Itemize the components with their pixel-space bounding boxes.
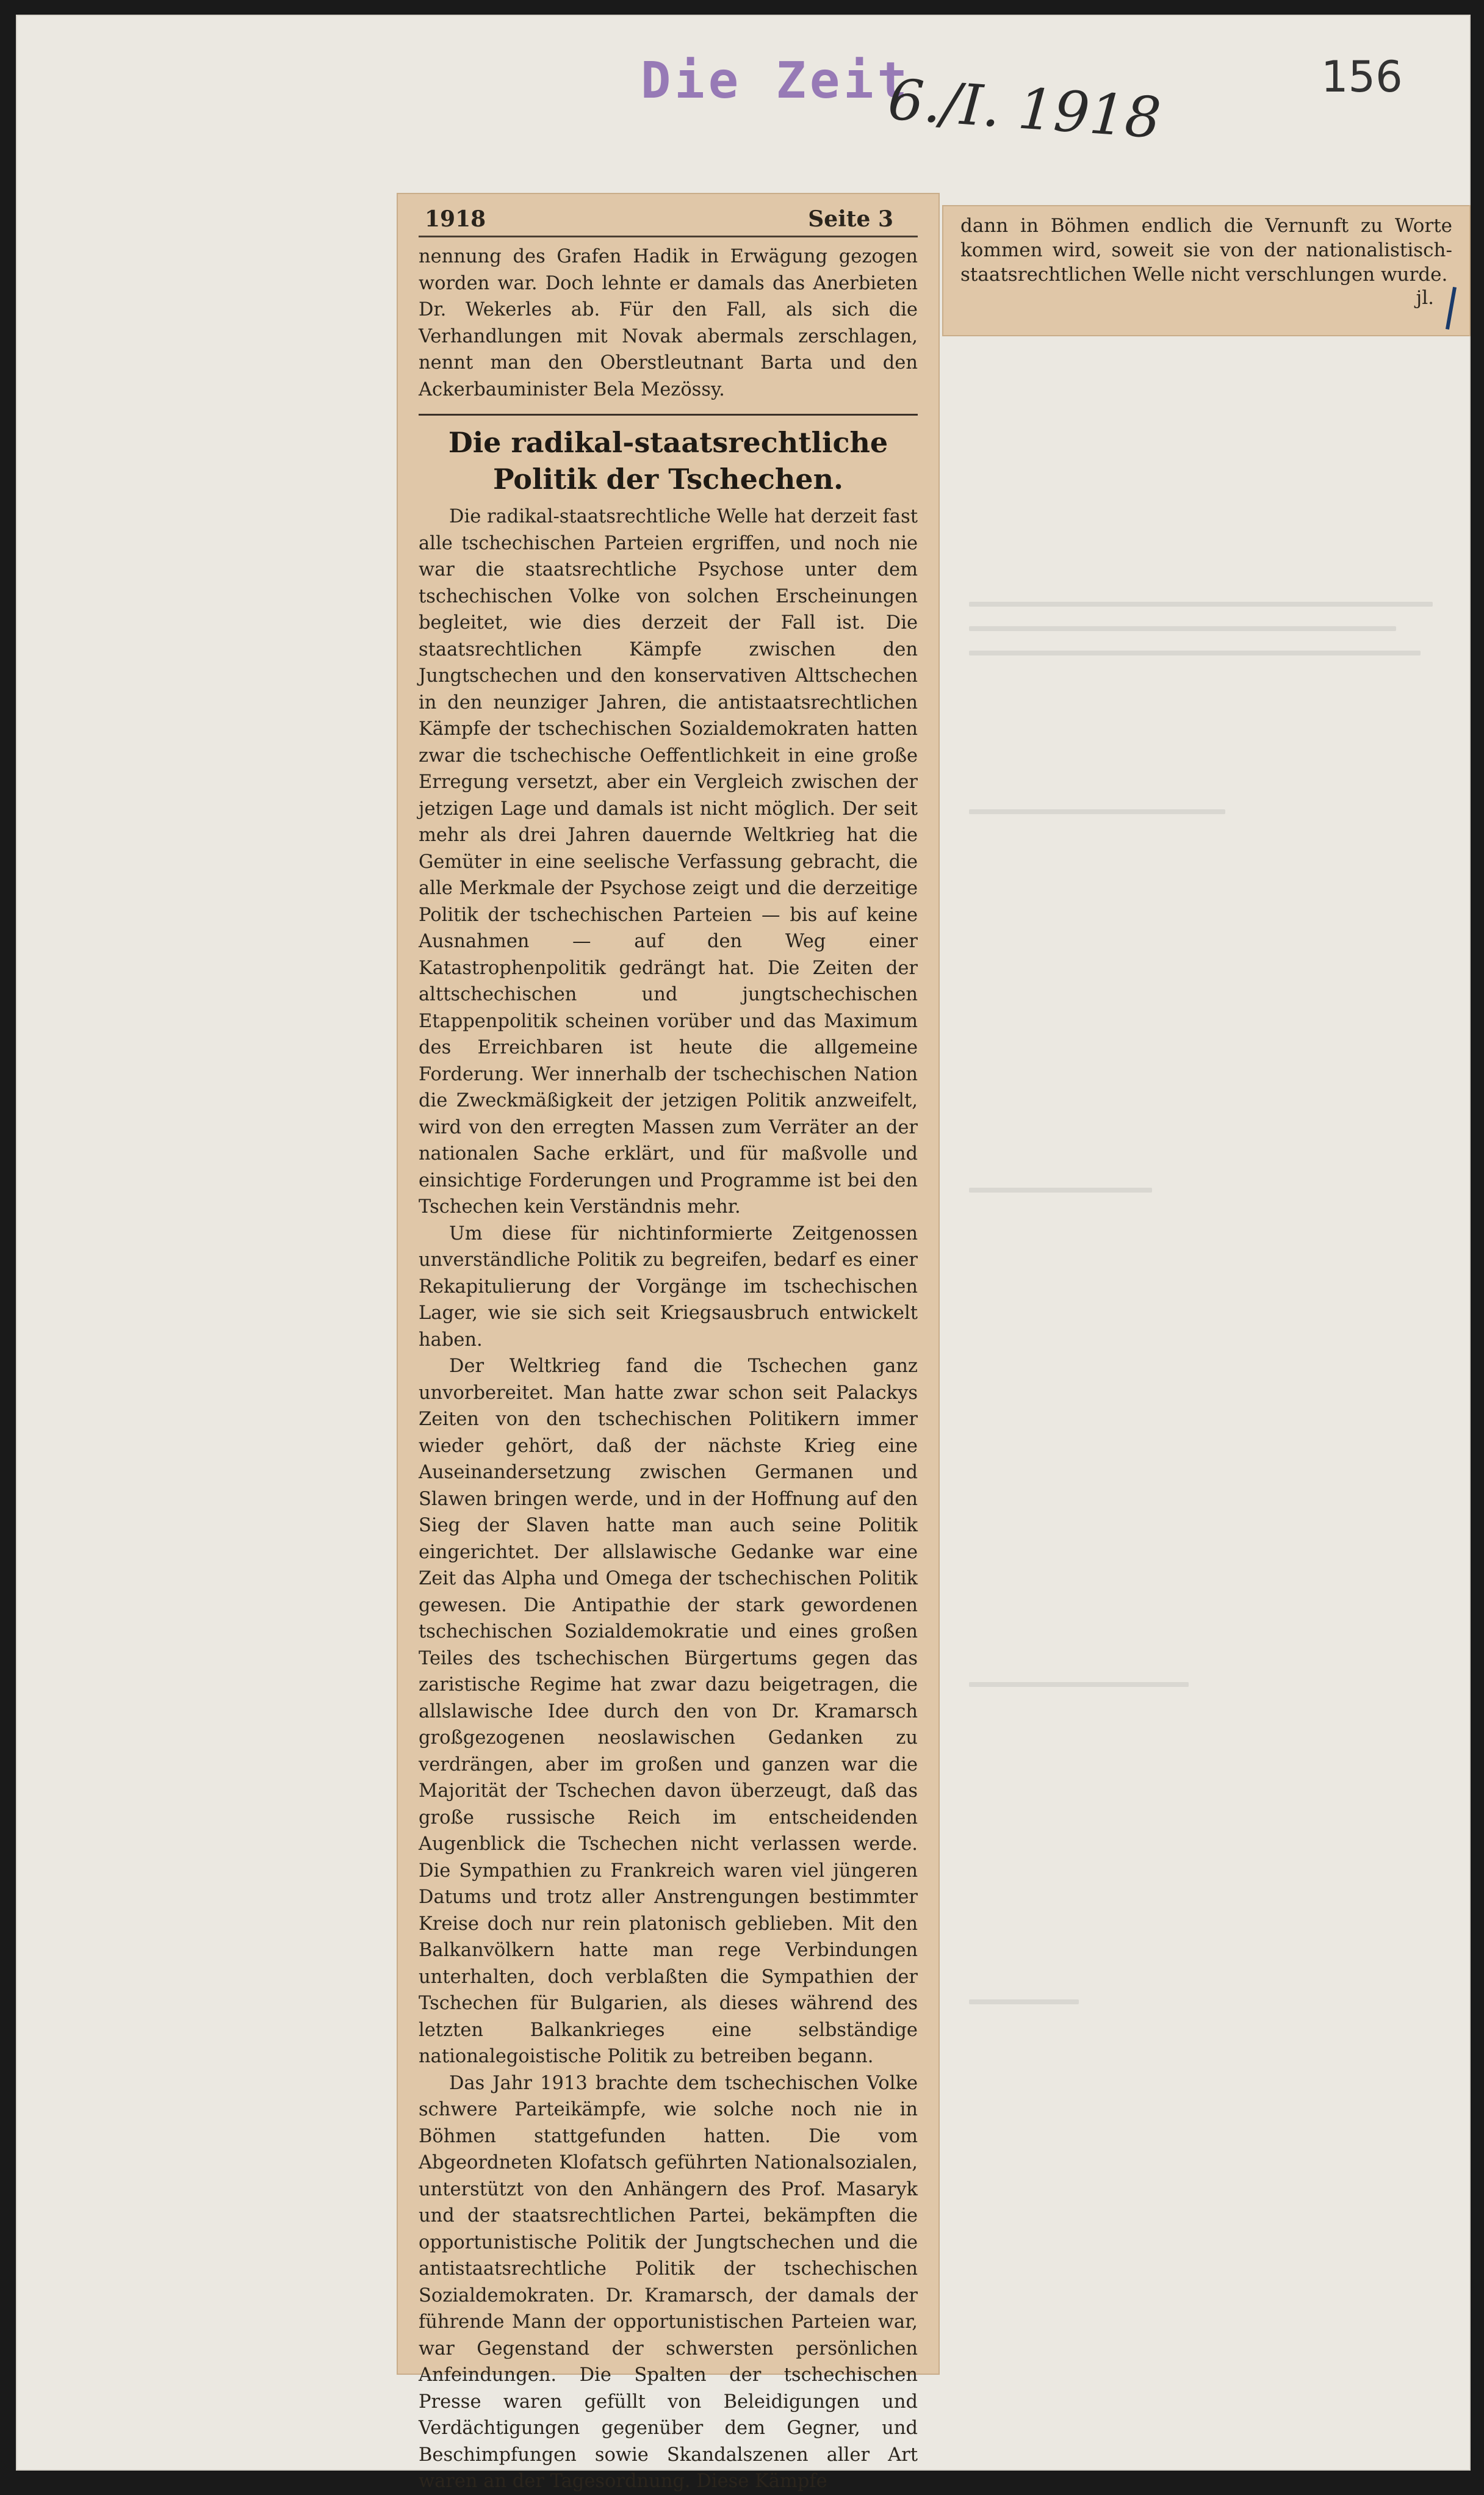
bleed-through-line: [969, 651, 1421, 655]
running-head: [419, 206, 918, 237]
running-head-year: 1918: [425, 206, 486, 232]
bleed-through-line: [969, 809, 1225, 814]
bleed-through-line: [969, 1682, 1189, 1687]
article-headline: Die radikal-staatsrechtliche Politik der Tschechen.: [448, 426, 888, 496]
intro-paragraph: nennung des Grafen Hadik in Erwägung gezogen worden war. Doch lehnte er damals das Anerbieten Dr. Wekerles ab. Für den Fall, als sich die Verhandlungen mit Novak abermals zerschlagen, nennt man den Oberstleutnant Barta und den Ackerbauminister Bela Mezössy.: [419, 246, 918, 400]
bleed-through-line: [969, 1999, 1079, 2004]
handwritten-date: 6./I. 1918: [885, 67, 1163, 151]
newspaper-clipping: [397, 193, 940, 2492]
continuation-text: dann in Böhmen endlich die Vernunft zu Worte kommen wird, soweit sie von der nationalistisch-staatsrechtlichen Welle nicht verschlungen wurde.: [960, 215, 1452, 286]
author-signature: jl.: [1416, 287, 1434, 309]
bleed-through-line: [969, 626, 1396, 631]
archive-page-number: 156: [1321, 52, 1403, 102]
bleed-through-line: [969, 602, 1433, 607]
running-head-page: Seite 3: [808, 206, 893, 232]
article-paragraph: Der Weltkrieg fand die Tschechen ganz unvorbereitet. Man hatte zwar schon seit Palackys Zeiten von den tschechischen Politikern immer wieder gehört, daß der nächste Krieg eine Auseinandersetzung zwischen Germanen und Slawen bringen werde, und in der Hoffnung auf den Sieg der Slaven hatte man auch seine Politik eingerichtet. Der allslawische Gedanke war eine Zeit das Alpha und Omega der tschechischen Politik gewesen. Die Antipathie der stark gewordenen tschechischen Sozialdemokratie und eines großen Teiles des tschechischen Bürgertums gegen das zaristische Regime hat zwar dazu beigetragen, die allslawische Idee durch den von Dr. Kramarsch großgezogenen neoslawischen Gedanken zu verdrängen, aber im großen und ganzen war die Majorität der Tschechen davon überzeugt, daß das große russische Reich im entscheidenden Augenblick die Tschechen nicht verlassen werde. Die Sympathien zu Frankreich waren viel jüngeren Datums und trotz aller Anstrengungen bestimmter Kreise doch nur rein platonisch geblieben. Mit den Balkanvölkern hatte man rege Verbindungen unterhalten, doch verblaßten die Sympathien der Tschechen für Bulgarien, als dieses während des letzten Balkankrieges eine selbständige nationalegoistische Politik zu betreiben begann.: [419, 1356, 918, 2067]
section-divider: [419, 414, 918, 416]
continuation-clipping: [942, 205, 1471, 336]
article-paragraph: Um diese für nichtinformierte Zeitgenossen unverständliche Politik zu begreifen, bedarf es einer Rekapitulierung der Vorgänge im tschechischen Lager, wie sie sich seit Kriegsausbruch entwickelt haben.: [419, 1222, 918, 1351]
article-paragraph: Das Jahr 1913 brachte dem tschechischen Volke schwere Parteikämpfe, wie solche noch nie in Böhmen stattgefunden hatten. Die vom Abgeordneten Klofatsch geführten Nationalsozialen, unterstützt von den Anhängern des Prof. Masaryk und der staatsrechtlichen Partei, bekämpften die opportunistische Politik der Jungtschechen und die antistaatsrechtliche Politik der tschechischen Sozialdemokraten. Dr. Kramarsch, der damals der führende Mann der opportunistischen Parteien war, war Gegenstand der schwersten persönlichen Anfeindungen. Die Spalten der tschechischen Presse waren gefüllt von Beleidigungen und Verdächtigungen gegenüber dem Gegner, und Beschimpfungen sowie Skandalszenen aller Art waren an der Tagesordnung. Diese Kämpfe: [419, 2072, 918, 2492]
bleed-through-line: [969, 1188, 1152, 1193]
article-paragraph: Die radikal-staatsrechtliche Welle hat derzeit fast alle tschechischen Parteien ergriffen, und noch nie war die staatsrechtliche Psychose unter dem tschechischen Volke von solchen Erscheinungen begleitet, wie dies derzeit der Fall ist. Die staatsrechtlichen Kämpfe zwischen den Jungtschechen und den konservativen Alttschechen in den neunziger Jahren, die antistaatsrechtlichen Kämpfe der tschechischen Sozialdemokraten hatten zwar die tschechische Oeffentlichkeit in eine große Erregung versetzt, aber ein Vergleich zwischen der jetzigen Lage und damals ist nicht möglich. Der seit mehr als drei Jahren dauernde Weltkrieg hat die Gemüter in eine seelische Verfassung gebracht, die alle Merkmale der Psychose zeigt und die derzeitige Politik der tschechischen Parteien — bis auf keine Ausnahmen — auf den Weg einer Katastrophenpolitik gedrängt hat. Die Zeiten der alttschechischen und jungtschechischen Etappenpolitik scheinen vorüber und das Maximum des Erreichbaren ist heute die allgemeine Forderung. Wer innerhalb der tschechischen Nation die Zweckmäßigkeit der jetzigen Politik anzweifelt, wird von den erregten Massen zum Verräter an der nationalen Sache erklärt, und für maßvolle und einsichtige Forderungen und Programme ist bei den Tschechen kein Verständnis mehr.: [419, 506, 918, 1218]
newspaper-stamp: Die Zeit: [641, 52, 911, 110]
